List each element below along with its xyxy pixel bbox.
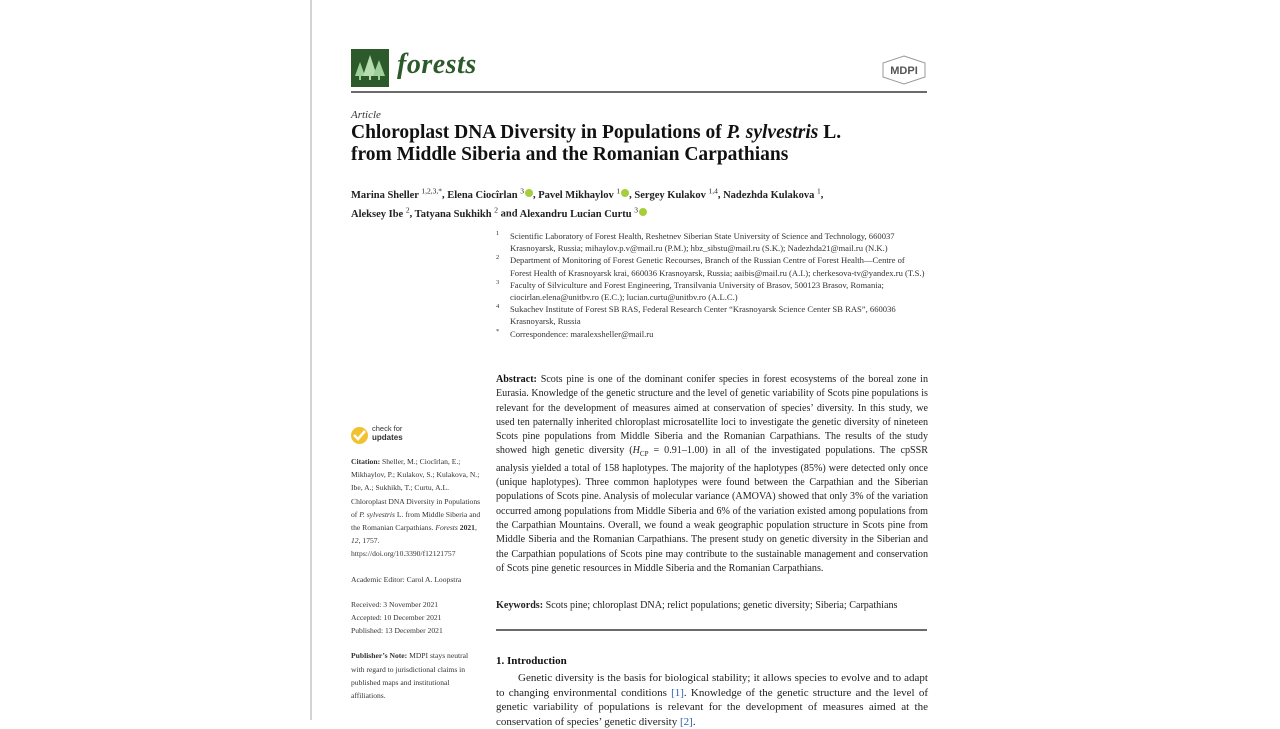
author[interactable]: Elena Ciocîrlan $^3$ [447,186,524,201]
mdpi-logo-icon [881,55,927,85]
author[interactable]: Nadezhda Kulakova $^1$ [723,186,821,201]
journal-header [351,49,927,93]
section-divider [496,629,927,631]
author[interactable]: Aleksey Ibe $^2$ [351,205,410,220]
article-title [351,122,927,166]
checkmark-icon [351,427,368,444]
keywords-label: Keywords: [496,600,544,611]
affiliation-item: 2 Department of Monitoring of Forest Genetic Recourses, Branch of the Russian Centre of Forest Health—Centre of Forest Health of Krasnoyarsk krai, 660036 Krasnoyarsk, Russia; aaibis@mail.ru (A.I.); cherkesova-tv@yandex.ru (T.S.) [496,254,925,278]
author[interactable]: Marina Sheller $^{1,2,3,*}$ [351,186,443,201]
article-type: Article [351,109,381,121]
affiliation-item: 3 Faculty of Silviculture and Forest Engineering, Transilvania University of Brasov, 500123 Brasov, Romania; ciocirlan.elena@unitbv.ro (E.C.); lucian.curtu@unitbv.ro (A.L.C.) [496,278,884,303]
section-heading: 1. Introduction [496,655,567,667]
accepted-date: Accepted: 10 December 2021 [351,613,442,623]
received-date: Received: 3 November 2021 [351,599,439,609]
mdpi-text: MDPI [890,65,918,77]
abstract: Abstract: Scots pine is one of the dominant conifer species in forest ecosystems of the boreal zone in Eurasia. Knowledge of the genetic structure and the level of genetic variability of Scots pine populations is relevant for the development of measures aimed at conservation of species’ diversity. In this study, we used ten paternally inherited chloroplast microsatellite loci to investigate the genetic diversity of nineteen Scots pine populations from Middle Siberia and the Romanian Carpathians. The results of the study showed high genetic diversity $(H_{CP} = 0.91-1.00)$ in all of the investigated populations. The cpSSR analysis yielded a total of 158 haplotypes. The majority of the haplotypes (85%) were detected only once (unique haplotypes). Three common haplotypes were found between the Carpathian and the Siberian populations of Scots pine. Analysis of molecular variance (AMOVA) showed that only 3% of the variation occurred among populations from Middle Siberia and 6% of the variation existed among populations from the Carpathian Mountains. Overall, we found a weak geographic population structure in Scots pine from Middle Siberia and the Romanian Carpathians. The present study on genetic diversity in the Siberian and the Carpathian populations of Scots pine may contribute to the sustainable management and conservation of Scots pine genetic resources in Middle Siberia and the Romanian Carpathians. [496,374,928,574]
title-part2: L. [818,122,842,143]
page-left-edge [310,0,312,720]
orcid-icon[interactable] [525,189,533,197]
correspondence: * Correspondence: maralexsheller@mail.ru [496,327,654,339]
citation-link[interactable]: [2] [679,715,693,728]
citation-link[interactable]: [1] [671,686,684,699]
affiliations [496,230,928,340]
author[interactable]: Alexandru Lucian Curtu $^3$ [519,205,639,220]
dates [351,598,483,638]
author[interactable]: Tatyana Sukhikh $^2$ [414,205,498,220]
introduction-text: Genetic diversity is the basis for biological stability; it allows species to evolve and to adapt to changing environmental conditions [1]. Knowledge of the genetic structure and the level of genetic variability of populations is relevant for the development of measures aimed at the conservation of species’ genetic diversity [2]. [496,672,928,728]
keywords: Keywords: Scots pine; chloroplast DNA; relict populations; genetic diversity; Siberia; Carpathians [496,600,898,611]
author[interactable]: Pavel Mikhaylov $^1$ [538,186,621,201]
title-species: P. sylvestris [726,122,819,143]
title-part1: Chloroplast DNA Diversity in Populations of [351,122,727,143]
publisher-note: Publisher’s Note: MDPI stays neutral with regard to jurisdictional claims in published maps and institutional affiliations. [351,651,469,701]
header-rule [351,91,927,93]
academic-editor: Academic Editor: Carol A. Loopstra [351,574,462,584]
forests-logo-icon [351,49,389,87]
sidebar [351,425,483,714]
affiliation-item: 1 Scientific Laboratory of Forest Health, Reshetnev Siberian State University of Science and Technology, 660037 Krasnoyarsk, Russia; mihaylov.p.v@mail.ru (P.M.); hbz_sibstu@mail.ru (S.K.); Nadezhda21@mail.ru (N.K.) [496,230,895,254]
citation-block: Citation: Sheller, M.; Ciocîrlan, E.; Mikhaylov, P.; Kulakov, S.; Kulakova, N.; Ibe, A.; Sukhikh, T.; Curtu, A.L. Chloroplast DNA Diversity in Populations of P. sylvestris L. from Middle Siberia and the Romanian Carpathians. Forests 2021, 12, 1757. https://doi.org/10.3390/f12121757 [351,457,481,559]
author-list: Marina Sheller $^{1,2,3,*}$, Elena Ciocîrlan $^3$ , Pavel Mikhaylov $^1$ , Sergey Kulakov $^{1,4}$, Nadezhda Kulakova $^1$, Aleksey Ibe $^2$, Tatyana Sukhikh $^2$ and Alexandru Lucian Curtu $^3$ [351,186,824,220]
check-for-updates-button[interactable]: check for updates [351,425,483,447]
affiliation-item: 4 Sukachev Institute of Forest SB RAS, Federal Research Center “Krasnoyarsk Science Center SB RAS”, 660036 Krasnoyarsk, Russia [496,303,896,327]
published-date: Published: 13 December 2021 [351,626,443,636]
orcid-icon[interactable] [639,208,647,216]
title-line2: from Middle Siberia and the Romanian Carpathians [351,144,789,165]
author[interactable]: Sergey Kulakov $^{1,4}$ [634,186,718,201]
orcid-icon[interactable] [621,189,629,197]
journal-name: forests [397,49,477,80]
abstract-label: Abstract: [496,374,537,385]
